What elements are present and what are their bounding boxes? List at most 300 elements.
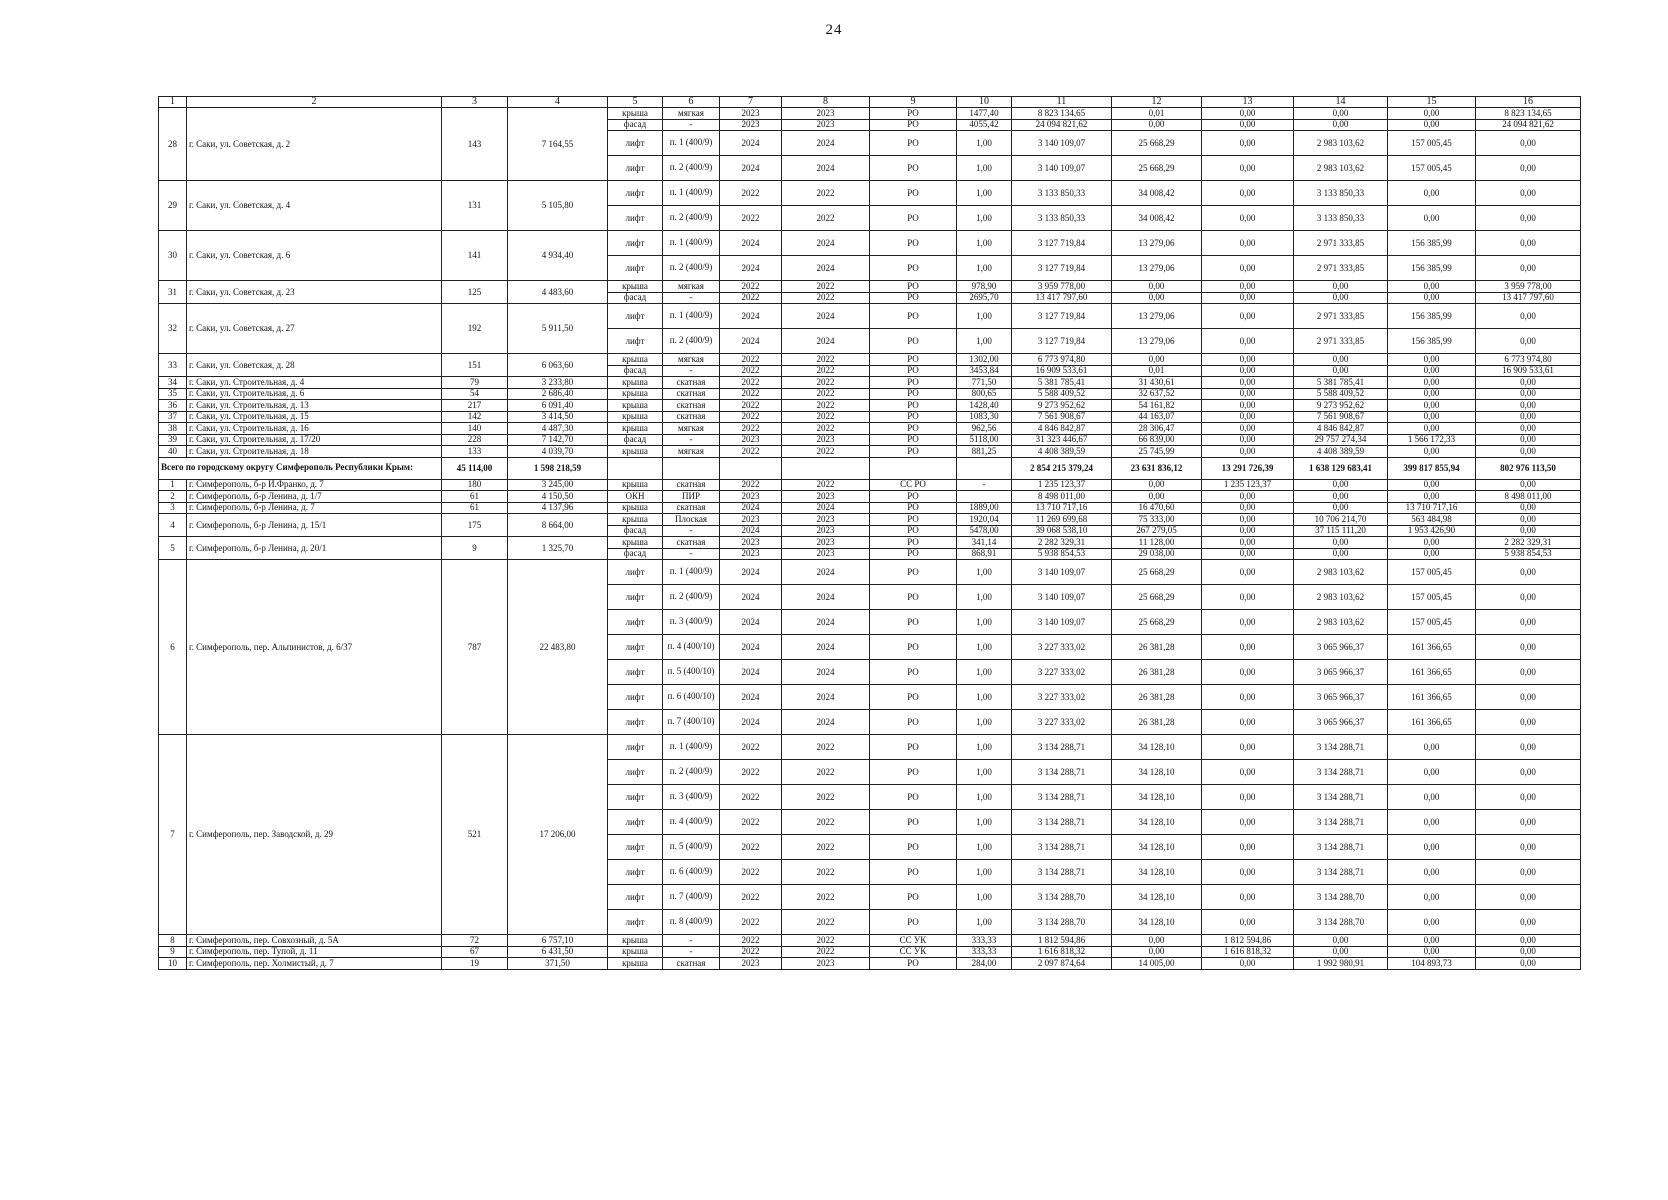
table-cell: 4 408 389,59 — [1294, 446, 1388, 458]
table-cell: 1889,00 — [957, 502, 1012, 514]
table-cell: 4 039,70 — [508, 446, 608, 458]
page-number: 24 — [825, 22, 843, 38]
table-cell: 0,00 — [1388, 119, 1476, 131]
table-cell: 180 — [442, 479, 508, 491]
table-cell: 3 134 288,71 — [1294, 860, 1388, 885]
table-cell: 7 164,55 — [508, 108, 608, 181]
table-cell: 2024 — [782, 156, 870, 181]
table-cell: РО — [870, 514, 957, 526]
table-cell: 2023 — [782, 525, 870, 537]
table-cell: крыша — [608, 946, 663, 958]
table-cell: 6 091,40 — [508, 400, 608, 412]
table-row — [159, 514, 1581, 526]
table-cell: 2022 — [782, 835, 870, 860]
table-cell: 9 273 952,62 — [1294, 400, 1388, 412]
column-header: 10 — [957, 97, 1012, 108]
table-cell: РО — [870, 585, 957, 610]
table-cell: 2024 — [720, 231, 782, 256]
table-cell — [608, 457, 663, 479]
table-cell: 0,00 — [1388, 885, 1476, 910]
table-cell: 5 938 854,53 — [1476, 548, 1581, 560]
table-cell: 399 817 855,94 — [1388, 457, 1476, 479]
table-cell: 2024 — [720, 610, 782, 635]
table-cell: 0,00 — [1476, 760, 1581, 785]
table-cell: 563 484,98 — [1388, 514, 1476, 526]
table-cell: 38 — [159, 423, 187, 435]
table-cell: 2024 — [720, 131, 782, 156]
table-cell: РО — [870, 785, 957, 810]
table-cell: РО — [870, 610, 957, 635]
table-cell: 37 — [159, 411, 187, 423]
table-cell: РО — [870, 491, 957, 503]
table-cell: крыша — [608, 514, 663, 526]
table-cell: 1,00 — [957, 810, 1012, 835]
table-cell: 31 323 446,67 — [1012, 434, 1112, 446]
table-cell: 1,00 — [957, 710, 1012, 735]
table-cell: 1477,40 — [957, 108, 1012, 120]
table-cell: 28 306,47 — [1112, 423, 1202, 435]
table-cell: г. Саки, ул. Строительная, д. 17/20 — [187, 434, 442, 446]
table-cell: 3 227 333,02 — [1012, 685, 1112, 710]
table-cell: РО — [870, 292, 957, 304]
table-cell: 0,00 — [1294, 119, 1388, 131]
table-cell: 0,00 — [1112, 935, 1202, 947]
table-cell: РО — [870, 131, 957, 156]
table-cell: 0,00 — [1476, 446, 1581, 458]
table-cell: лифт — [608, 206, 663, 231]
table-cell: мягкая — [663, 281, 720, 293]
table-cell: 8 823 134,65 — [1476, 108, 1581, 120]
table-cell: 25 668,29 — [1112, 156, 1202, 181]
table-cell: 2024 — [720, 525, 782, 537]
table-cell: 0,00 — [1476, 206, 1581, 231]
table-row — [159, 935, 1581, 947]
table-cell: 0,00 — [1476, 935, 1581, 947]
table-cell: лифт — [608, 660, 663, 685]
table-cell: скатная — [663, 502, 720, 514]
table-cell: 25 745,99 — [1112, 446, 1202, 458]
table-cell: г. Симферополь, б-р Ленина, д. 20/1 — [187, 537, 442, 560]
table-cell: 0,00 — [1294, 292, 1388, 304]
table-cell: 3 134 288,71 — [1012, 760, 1112, 785]
table-cell: 34 128,10 — [1112, 835, 1202, 860]
table-cell: 4 483,60 — [508, 281, 608, 304]
table-cell: 156 385,99 — [1388, 304, 1476, 329]
table-cell: 3 134 288,70 — [1294, 885, 1388, 910]
table-cell: 0,00 — [1476, 860, 1581, 885]
table-cell: 3 140 109,07 — [1012, 156, 1112, 181]
table-cell: 25 668,29 — [1112, 560, 1202, 585]
table-cell: 0,00 — [1476, 610, 1581, 635]
table-cell: 3 134 288,70 — [1012, 910, 1112, 935]
table-cell: скатная — [663, 411, 720, 423]
table-cell: 2022 — [782, 181, 870, 206]
column-header: 16 — [1476, 97, 1581, 108]
table-cell: 0,00 — [1476, 514, 1581, 526]
table-cell: 2 971 333,85 — [1294, 256, 1388, 281]
table-cell: мягкая — [663, 423, 720, 435]
table-cell: 2022 — [782, 400, 870, 412]
table-cell: 54 — [442, 388, 508, 400]
table-cell: лифт — [608, 610, 663, 635]
table-cell: 3 — [159, 502, 187, 514]
table-cell: 1 325,70 — [508, 537, 608, 560]
table-cell: 26 381,28 — [1112, 660, 1202, 685]
column-header: 5 — [608, 97, 663, 108]
table-row — [159, 735, 1581, 760]
table-cell: 2022 — [720, 910, 782, 935]
table-cell: 2022 — [720, 946, 782, 958]
table-cell: 2 282 329,31 — [1012, 537, 1112, 549]
table-cell: скатная — [663, 377, 720, 389]
table-cell: 175 — [442, 514, 508, 537]
table-cell: лифт — [608, 304, 663, 329]
table-cell: 0,00 — [1202, 156, 1294, 181]
table-cell: 0,00 — [1202, 388, 1294, 400]
table-cell: 2 971 333,85 — [1294, 304, 1388, 329]
table-cell: СС УК — [870, 946, 957, 958]
table-cell: 0,00 — [1388, 479, 1476, 491]
table-cell: крыша — [608, 958, 663, 970]
table-cell: 2024 — [782, 502, 870, 514]
column-header: 8 — [782, 97, 870, 108]
table-cell: 0,00 — [1476, 400, 1581, 412]
table-cell: 0,00 — [1388, 785, 1476, 810]
total-row — [159, 457, 1581, 479]
table-cell: п. 1 (400/9) — [663, 131, 720, 156]
table-cell: 0,00 — [1388, 548, 1476, 560]
table-cell: 72 — [442, 935, 508, 947]
table-cell: 0,00 — [1476, 685, 1581, 710]
table-cell: 34 128,10 — [1112, 760, 1202, 785]
table-cell: РО — [870, 685, 957, 710]
table-cell: 0,00 — [1294, 354, 1388, 366]
table-cell: 2022 — [720, 365, 782, 377]
table-cell: 2 983 103,62 — [1294, 156, 1388, 181]
table-cell: 0,00 — [1112, 281, 1202, 293]
table-cell: г. Саки, ул. Советская, д. 28 — [187, 354, 442, 377]
table-cell: 0,00 — [1112, 292, 1202, 304]
table-cell: 0,00 — [1112, 119, 1202, 131]
table-cell: 44 163,07 — [1112, 411, 1202, 423]
table-cell: 0,00 — [1476, 560, 1581, 585]
table-cell: РО — [870, 388, 957, 400]
table-cell: 0,00 — [1202, 377, 1294, 389]
table-cell: - — [957, 479, 1012, 491]
table-cell: 37 115 111,20 — [1294, 525, 1388, 537]
table-cell: 7 — [159, 735, 187, 935]
table-cell — [663, 457, 720, 479]
table-cell: 0,00 — [1112, 354, 1202, 366]
table-cell: 2023 — [782, 514, 870, 526]
table-cell: 8 — [159, 935, 187, 947]
table-row — [159, 479, 1581, 491]
table-cell: СС РО — [870, 479, 957, 491]
table-row — [159, 281, 1581, 293]
table-cell: 0,00 — [1202, 181, 1294, 206]
table-cell: г. Саки, ул. Строительная, д. 6 — [187, 388, 442, 400]
table-cell: лифт — [608, 131, 663, 156]
table-cell: 0,00 — [1476, 156, 1581, 181]
table-cell: 13 291 726,39 — [1202, 457, 1294, 479]
table-cell: 2024 — [782, 304, 870, 329]
table-cell: 1 616 818,32 — [1012, 946, 1112, 958]
table-cell: 2022 — [720, 411, 782, 423]
table-cell: 0,00 — [1202, 635, 1294, 660]
table-cell: 2023 — [720, 108, 782, 120]
table-cell: 25 668,29 — [1112, 585, 1202, 610]
table-cell: 0,01 — [1112, 108, 1202, 120]
table-cell: 13 279,06 — [1112, 304, 1202, 329]
table-cell: РО — [870, 958, 957, 970]
table-row — [159, 231, 1581, 256]
table-row — [159, 423, 1581, 435]
table-cell: 2022 — [782, 946, 870, 958]
table-cell: 0,00 — [1388, 400, 1476, 412]
table-cell: 2022 — [720, 860, 782, 885]
table-cell: 2 983 103,62 — [1294, 560, 1388, 585]
table-cell: п. 2 (400/9) — [663, 156, 720, 181]
table-cell: 2023 — [720, 514, 782, 526]
table-cell: 333,33 — [957, 935, 1012, 947]
table-cell: 0,00 — [1112, 491, 1202, 503]
table-cell: 2 971 333,85 — [1294, 231, 1388, 256]
table-cell: 34 128,10 — [1112, 860, 1202, 885]
table-cell: РО — [870, 181, 957, 206]
table-cell: 6 431,50 — [508, 946, 608, 958]
table-cell: лифт — [608, 710, 663, 735]
table-cell: 3 127 719,84 — [1012, 304, 1112, 329]
table-cell: 45 114,00 — [442, 457, 508, 479]
table-cell: 0,00 — [1202, 735, 1294, 760]
column-header: 7 — [720, 97, 782, 108]
table-cell: 2022 — [720, 835, 782, 860]
table-cell: 2022 — [720, 935, 782, 947]
table-cell: 868,91 — [957, 548, 1012, 560]
table-cell: лифт — [608, 735, 663, 760]
table-cell: скатная — [663, 479, 720, 491]
table-cell: РО — [870, 735, 957, 760]
table-cell: лифт — [608, 181, 663, 206]
table-cell: 0,00 — [1476, 785, 1581, 810]
table-cell: 26 381,28 — [1112, 635, 1202, 660]
table-cell: 31 — [159, 281, 187, 304]
table-cell: 2022 — [782, 446, 870, 458]
table-cell: г. Симферополь, б-р Ленина, д. 1/7 — [187, 491, 442, 503]
table-cell: 0,00 — [1202, 411, 1294, 423]
table-cell: 3 065 966,37 — [1294, 710, 1388, 735]
table-cell: 0,00 — [1202, 434, 1294, 446]
table-cell: лифт — [608, 910, 663, 935]
table-cell: 0,00 — [1112, 946, 1202, 958]
table-cell: 2024 — [720, 560, 782, 585]
table-cell: г. Симферополь, б-р Ленина, д. 15/1 — [187, 514, 442, 537]
column-header: 2 — [187, 97, 442, 108]
table-cell: РО — [870, 434, 957, 446]
table-cell: 3 134 288,71 — [1012, 835, 1112, 860]
table-cell: 0,00 — [1476, 885, 1581, 910]
table-cell: 156 385,99 — [1388, 329, 1476, 354]
table-row — [159, 181, 1581, 206]
table-cell: 0,00 — [1202, 292, 1294, 304]
table-cell: - — [663, 365, 720, 377]
table-cell: 2022 — [782, 281, 870, 293]
table-cell: 2 — [159, 491, 187, 503]
table-cell: 2022 — [782, 423, 870, 435]
table-cell: 143 — [442, 108, 508, 181]
table-cell: 1,00 — [957, 181, 1012, 206]
table-cell: 1 638 129 683,41 — [1294, 457, 1388, 479]
table-cell: 6 757,10 — [508, 935, 608, 947]
table-cell: 26 381,28 — [1112, 685, 1202, 710]
table-cell: 2024 — [782, 710, 870, 735]
table-cell: 28 — [159, 108, 187, 181]
table-cell — [957, 457, 1012, 479]
table-cell: 2022 — [720, 735, 782, 760]
table-cell: 0,00 — [1476, 231, 1581, 256]
table-cell: 0,00 — [1476, 735, 1581, 760]
table-cell: г. Симферополь, пер. Тупой, д. 11 — [187, 946, 442, 958]
table-cell: 0,00 — [1202, 329, 1294, 354]
table-cell: 1428,40 — [957, 400, 1012, 412]
table-cell: РО — [870, 231, 957, 256]
table-cell: РО — [870, 760, 957, 785]
table-cell: 13 279,06 — [1112, 256, 1202, 281]
repair-program-table — [158, 96, 1581, 970]
table-cell: 2023 — [720, 958, 782, 970]
table-cell: 3 140 109,07 — [1012, 610, 1112, 635]
table-cell: 0,00 — [1388, 423, 1476, 435]
table-cell: 3 134 288,71 — [1294, 760, 1388, 785]
table-cell: 9 — [159, 946, 187, 958]
table-cell: 0,00 — [1294, 365, 1388, 377]
table-cell: 2022 — [782, 388, 870, 400]
table-cell: РО — [870, 411, 957, 423]
table-cell: лифт — [608, 760, 663, 785]
table-cell: 0,00 — [1476, 810, 1581, 835]
table-cell: 0,00 — [1388, 935, 1476, 947]
table-cell: 32 637,52 — [1112, 388, 1202, 400]
table-cell: г. Саки, ул. Советская, д. 27 — [187, 304, 442, 354]
table-cell: 34 — [159, 377, 187, 389]
table-cell: РО — [870, 548, 957, 560]
table-cell: 9 — [442, 537, 508, 560]
table-cell: 1 235 123,37 — [1202, 479, 1294, 491]
table-cell: 2022 — [782, 910, 870, 935]
table-cell: 5 381 785,41 — [1294, 377, 1388, 389]
table-cell: 1 812 594,86 — [1202, 935, 1294, 947]
table-row — [159, 491, 1581, 503]
table-cell: 34 128,10 — [1112, 735, 1202, 760]
table-cell: РО — [870, 860, 957, 885]
table-cell: 0,00 — [1476, 502, 1581, 514]
table-cell: 5 911,50 — [508, 304, 608, 354]
table-cell: лифт — [608, 256, 663, 281]
table-cell: Плоская — [663, 514, 720, 526]
table-cell: 2024 — [782, 685, 870, 710]
table-cell: 3 134 288,71 — [1012, 860, 1112, 885]
table-cell: 2024 — [782, 660, 870, 685]
table-cell: РО — [870, 537, 957, 549]
table-row — [159, 354, 1581, 366]
table-cell: 3 065 966,37 — [1294, 685, 1388, 710]
table-cell: 24 094 821,62 — [1476, 119, 1581, 131]
table-cell: 3 959 778,00 — [1012, 281, 1112, 293]
table-cell: 79 — [442, 377, 508, 389]
table-cell: 0,00 — [1294, 537, 1388, 549]
table-cell: 2023 — [782, 548, 870, 560]
table-cell: 157 005,45 — [1388, 131, 1476, 156]
table-cell: 228 — [442, 434, 508, 446]
column-header: 3 — [442, 97, 508, 108]
table-cell: 157 005,45 — [1388, 560, 1476, 585]
table-cell: 1 598 218,59 — [508, 457, 608, 479]
table-cell: 2022 — [720, 479, 782, 491]
table-cell: 1,00 — [957, 735, 1012, 760]
table-cell: п. 5 (400/10) — [663, 660, 720, 685]
table-cell: 2022 — [720, 388, 782, 400]
table-cell: г. Симферополь, б-р Ленина, д. 7 — [187, 502, 442, 514]
table-cell: 0,00 — [1202, 365, 1294, 377]
table-cell: 161 366,65 — [1388, 635, 1476, 660]
table-cell: РО — [870, 156, 957, 181]
table-cell: 3 134 288,70 — [1012, 885, 1112, 910]
table-cell: крыша — [608, 537, 663, 549]
table-cell: 54 161,82 — [1112, 400, 1202, 412]
table-cell — [720, 457, 782, 479]
table-cell: 0,00 — [1294, 502, 1388, 514]
table-cell: 1 566 172,33 — [1388, 434, 1476, 446]
table-cell: 0,00 — [1476, 585, 1581, 610]
table-cell: 11 128,00 — [1112, 537, 1202, 549]
table-cell: 8 498 011,00 — [1476, 491, 1581, 503]
table-cell: 0,00 — [1294, 281, 1388, 293]
table-cell: 0,00 — [1202, 610, 1294, 635]
table-cell: 1,00 — [957, 560, 1012, 585]
table-row — [159, 946, 1581, 958]
table-cell: мягкая — [663, 354, 720, 366]
table-cell: 141 — [442, 231, 508, 281]
table-cell: 29 038,00 — [1112, 548, 1202, 560]
table-cell: 0,00 — [1202, 491, 1294, 503]
table-cell: 157 005,45 — [1388, 585, 1476, 610]
table-cell: 2023 — [720, 491, 782, 503]
table-cell: 2022 — [782, 810, 870, 835]
table-cell: 3 133 850,33 — [1294, 206, 1388, 231]
table-cell: 39 068 538,10 — [1012, 525, 1112, 537]
table-cell: лифт — [608, 231, 663, 256]
table-cell: 39 — [159, 434, 187, 446]
table-cell: 2 097 874,64 — [1012, 958, 1112, 970]
table-cell: 2022 — [782, 735, 870, 760]
table-cell: 0,00 — [1294, 548, 1388, 560]
table-cell: 22 483,80 — [508, 560, 608, 735]
table-cell: 962,56 — [957, 423, 1012, 435]
table-cell: п. 3 (400/9) — [663, 610, 720, 635]
table-cell: 341,14 — [957, 537, 1012, 549]
table-cell: 36 — [159, 400, 187, 412]
table-cell: 11 269 699,68 — [1012, 514, 1112, 526]
table-cell: 16 909 533,61 — [1476, 365, 1581, 377]
table-cell: 3 127 719,84 — [1012, 231, 1112, 256]
table-cell: 2022 — [720, 400, 782, 412]
table-cell: 5478,00 — [957, 525, 1012, 537]
table-cell: 2024 — [720, 156, 782, 181]
table-cell: 140 — [442, 423, 508, 435]
table-cell: 2022 — [782, 206, 870, 231]
table-cell: 3 245,00 — [508, 479, 608, 491]
table-cell: 2024 — [782, 231, 870, 256]
